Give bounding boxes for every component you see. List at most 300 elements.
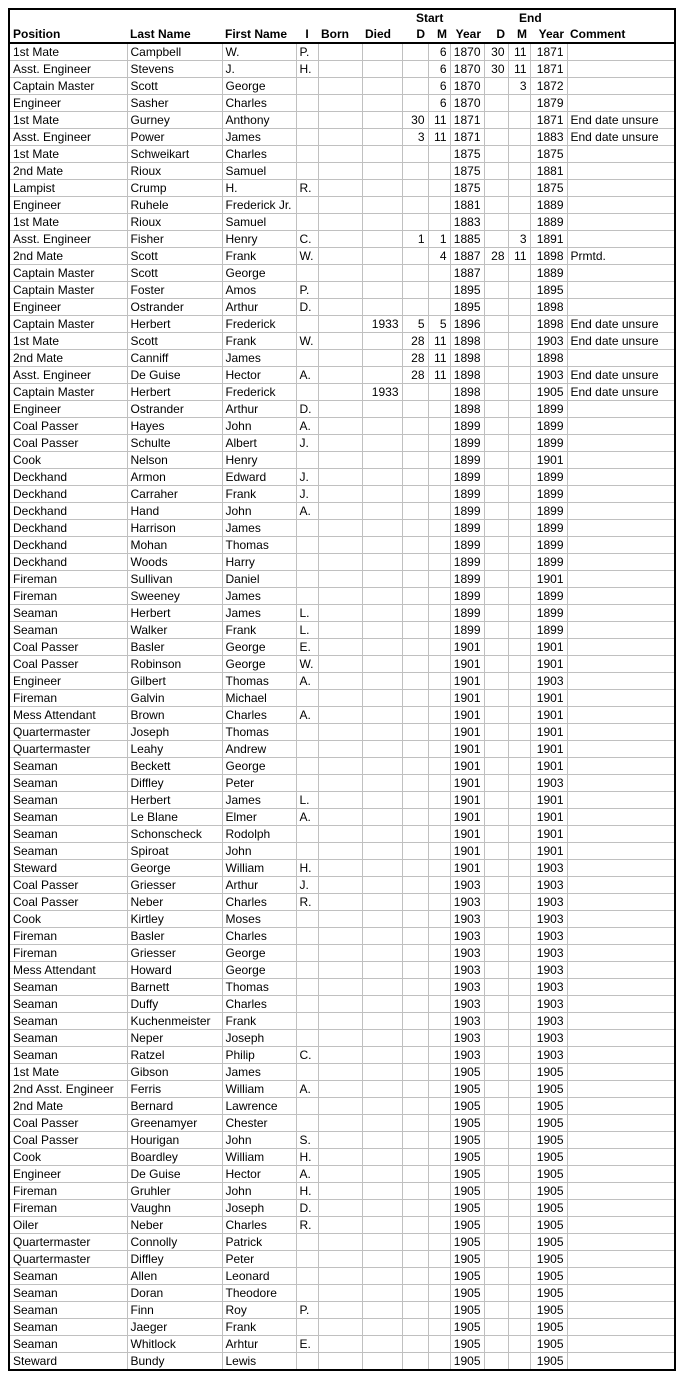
- table-cell: [484, 690, 508, 707]
- table-cell: [318, 928, 362, 945]
- table-cell: [318, 384, 362, 401]
- table-body: [9, 43, 675, 1370]
- table-cell: [484, 401, 508, 418]
- table-row: [9, 316, 675, 333]
- table-cell: 1899: [450, 605, 484, 622]
- column-header-end-year: Year: [530, 26, 567, 43]
- table-cell: [508, 1115, 530, 1132]
- table-cell: [428, 1319, 450, 1336]
- table-cell: [567, 979, 675, 996]
- table-row: [9, 146, 675, 163]
- table-cell: James: [222, 605, 296, 622]
- table-cell: [567, 1115, 675, 1132]
- table-cell: [567, 860, 675, 877]
- table-cell: [508, 622, 530, 639]
- table-cell: [567, 503, 675, 520]
- table-cell: [402, 690, 428, 707]
- table-cell: [362, 350, 402, 367]
- table-row: [9, 622, 675, 639]
- table-cell: [362, 1336, 402, 1353]
- table-cell: 1905: [530, 1081, 567, 1098]
- table-cell: [402, 61, 428, 78]
- table-cell: 1901: [450, 826, 484, 843]
- table-cell: 1898: [450, 350, 484, 367]
- table-cell: [296, 741, 318, 758]
- table-cell: [318, 962, 362, 979]
- table-row: [9, 180, 675, 197]
- table-cell: Arthur: [222, 299, 296, 316]
- table-cell: [428, 707, 450, 724]
- table-cell: [567, 826, 675, 843]
- table-cell: Frank: [222, 486, 296, 503]
- table-row: [9, 1285, 675, 1302]
- table-cell: 1901: [530, 452, 567, 469]
- table-cell: George: [222, 639, 296, 656]
- table-cell: [567, 843, 675, 860]
- table-cell: [567, 1166, 675, 1183]
- table-cell: 1903: [530, 673, 567, 690]
- table-cell: Coal Passer: [9, 1115, 127, 1132]
- table-cell: [402, 1302, 428, 1319]
- table-row: [9, 656, 675, 673]
- table-cell: 28: [402, 350, 428, 367]
- table-cell: [402, 656, 428, 673]
- table-row: [9, 384, 675, 401]
- table-cell: Frederick Jr.: [222, 197, 296, 214]
- table-cell: [402, 1285, 428, 1302]
- table-cell: [484, 231, 508, 248]
- table-cell: [567, 877, 675, 894]
- table-cell: [508, 299, 530, 316]
- table-cell: 1st Mate: [9, 333, 127, 350]
- table-cell: [296, 588, 318, 605]
- table-cell: [362, 418, 402, 435]
- table-cell: [428, 1234, 450, 1251]
- table-cell: [428, 877, 450, 894]
- group-header-start: Start: [416, 11, 444, 25]
- table-cell: [362, 707, 402, 724]
- table-cell: 1905: [530, 1336, 567, 1353]
- table-cell: [362, 554, 402, 571]
- table-cell: [318, 452, 362, 469]
- table-cell: [402, 1115, 428, 1132]
- table-cell: [318, 622, 362, 639]
- table-cell: [428, 860, 450, 877]
- table-cell: [318, 758, 362, 775]
- table-cell: P.: [296, 1302, 318, 1319]
- table-cell: [508, 775, 530, 792]
- table-cell: [567, 707, 675, 724]
- table-cell: 1901: [530, 656, 567, 673]
- table-cell: [296, 571, 318, 588]
- column-header-start-day: D: [402, 26, 428, 43]
- table-cell: Robinson: [127, 656, 222, 673]
- table-cell: 1899: [530, 605, 567, 622]
- table-cell: [567, 1302, 675, 1319]
- table-cell: [567, 452, 675, 469]
- table-row: [9, 758, 675, 775]
- column-header-first-name: First Name: [222, 26, 296, 43]
- table-cell: [428, 384, 450, 401]
- table-row: [9, 1336, 675, 1353]
- table-cell: [508, 1030, 530, 1047]
- table-cell: [484, 520, 508, 537]
- column-header-end-month: M: [508, 26, 530, 43]
- table-cell: [567, 163, 675, 180]
- table-cell: D.: [296, 1200, 318, 1217]
- table-cell: [318, 486, 362, 503]
- table-cell: [318, 1132, 362, 1149]
- table-cell: [484, 316, 508, 333]
- table-cell: 1871: [450, 112, 484, 129]
- table-cell: Leonard: [222, 1268, 296, 1285]
- table-cell: [362, 333, 402, 350]
- table-cell: Seaman: [9, 1336, 127, 1353]
- table-cell: [402, 299, 428, 316]
- table-cell: Herbert: [127, 384, 222, 401]
- table-cell: 1933: [362, 384, 402, 401]
- table-cell: [362, 401, 402, 418]
- table-cell: 1895: [450, 282, 484, 299]
- table-cell: 1898: [530, 316, 567, 333]
- table-cell: [428, 979, 450, 996]
- table-cell: [508, 1319, 530, 1336]
- table-cell: A.: [296, 367, 318, 384]
- table-cell: 5: [428, 316, 450, 333]
- table-cell: [484, 588, 508, 605]
- table-cell: Fireman: [9, 1183, 127, 1200]
- table-cell: Ruhele: [127, 197, 222, 214]
- table-cell: [362, 1285, 402, 1302]
- table-cell: Deckhand: [9, 520, 127, 537]
- table-cell: 1905: [530, 1251, 567, 1268]
- table-cell: [484, 1353, 508, 1371]
- table-cell: [318, 248, 362, 265]
- table-cell: Quartermaster: [9, 1251, 127, 1268]
- table-cell: Galvin: [127, 690, 222, 707]
- table-cell: John: [222, 1183, 296, 1200]
- table-cell: Herbert: [127, 792, 222, 809]
- column-header-born: Born: [318, 26, 362, 43]
- table-cell: A.: [296, 418, 318, 435]
- table-cell: 11: [508, 43, 530, 61]
- table-cell: [508, 673, 530, 690]
- table-cell: [567, 350, 675, 367]
- table-cell: Patrick: [222, 1234, 296, 1251]
- table-cell: [567, 1047, 675, 1064]
- table-row: [9, 588, 675, 605]
- table-cell: Hayes: [127, 418, 222, 435]
- table-cell: [402, 639, 428, 656]
- table-cell: [318, 554, 362, 571]
- column-header-start-year: Year: [450, 26, 484, 43]
- table-cell: [318, 724, 362, 741]
- table-cell: [318, 707, 362, 724]
- table-cell: 1899: [450, 418, 484, 435]
- table-cell: [508, 639, 530, 656]
- table-cell: Neper: [127, 1030, 222, 1047]
- table-cell: [296, 1013, 318, 1030]
- table-row: [9, 1047, 675, 1064]
- table-cell: [362, 1064, 402, 1081]
- table-cell: 1905: [530, 1183, 567, 1200]
- table-cell: Seaman: [9, 1285, 127, 1302]
- table-cell: [567, 401, 675, 418]
- table-cell: [484, 146, 508, 163]
- table-cell: [318, 860, 362, 877]
- table-cell: [508, 214, 530, 231]
- crew-roster-table: [8, 8, 676, 1371]
- table-cell: [508, 826, 530, 843]
- table-row: [9, 826, 675, 843]
- table-cell: [484, 724, 508, 741]
- table-cell: [318, 43, 362, 61]
- table-cell: 1875: [450, 146, 484, 163]
- table-cell: [362, 571, 402, 588]
- table-cell: [402, 1336, 428, 1353]
- table-cell: [428, 724, 450, 741]
- table-cell: [362, 265, 402, 282]
- table-cell: Armon: [127, 469, 222, 486]
- table-cell: Asst. Engineer: [9, 61, 127, 78]
- table-cell: [484, 418, 508, 435]
- table-cell: Ostrander: [127, 401, 222, 418]
- table-cell: 1870: [450, 43, 484, 61]
- table-cell: Diffley: [127, 775, 222, 792]
- table-cell: Ratzel: [127, 1047, 222, 1064]
- table-cell: 1898: [530, 248, 567, 265]
- table-cell: 1905: [450, 1098, 484, 1115]
- table-cell: [402, 1353, 428, 1371]
- table-cell: [484, 1285, 508, 1302]
- table-cell: [402, 945, 428, 962]
- table-cell: James: [222, 350, 296, 367]
- table-cell: Samuel: [222, 163, 296, 180]
- column-header-last-name: Last Name: [127, 26, 222, 43]
- table-cell: [428, 1302, 450, 1319]
- table-cell: Power: [127, 129, 222, 146]
- table-row: [9, 163, 675, 180]
- table-cell: [318, 1166, 362, 1183]
- table-cell: James: [222, 588, 296, 605]
- table-cell: L.: [296, 605, 318, 622]
- table-cell: [318, 197, 362, 214]
- table-row: [9, 350, 675, 367]
- table-cell: [484, 979, 508, 996]
- table-cell: [402, 469, 428, 486]
- table-cell: [296, 146, 318, 163]
- table-cell: 1905: [450, 1302, 484, 1319]
- table-cell: [567, 809, 675, 826]
- table-cell: [567, 146, 675, 163]
- table-cell: [484, 945, 508, 962]
- table-cell: J.: [296, 486, 318, 503]
- table-row: [9, 299, 675, 316]
- table-cell: George: [222, 945, 296, 962]
- table-cell: [318, 1302, 362, 1319]
- table-cell: 6: [428, 43, 450, 61]
- table-cell: [428, 843, 450, 860]
- table-cell: 11: [508, 61, 530, 78]
- table-cell: 1901: [450, 639, 484, 656]
- group-header-spacer: [9, 9, 127, 26]
- table-cell: Steward: [9, 860, 127, 877]
- table-cell: [508, 588, 530, 605]
- table-row: [9, 537, 675, 554]
- table-cell: Amos: [222, 282, 296, 299]
- table-cell: 1901: [530, 843, 567, 860]
- table-cell: [402, 384, 428, 401]
- table-row: [9, 809, 675, 826]
- table-cell: 3: [508, 78, 530, 95]
- table-cell: [428, 1047, 450, 1064]
- table-cell: [362, 809, 402, 826]
- table-cell: 1898: [530, 299, 567, 316]
- table-row: [9, 418, 675, 435]
- table-cell: [318, 979, 362, 996]
- table-cell: [428, 758, 450, 775]
- table-cell: [567, 928, 675, 945]
- group-header-spacer: [567, 9, 675, 26]
- table-cell: [508, 1353, 530, 1371]
- table-cell: [484, 673, 508, 690]
- table-cell: 1903: [530, 860, 567, 877]
- table-cell: [484, 265, 508, 282]
- table-cell: 1903: [530, 945, 567, 962]
- table-cell: [508, 877, 530, 894]
- table-cell: [362, 95, 402, 112]
- table-cell: [567, 639, 675, 656]
- table-cell: [402, 758, 428, 775]
- table-cell: [428, 962, 450, 979]
- table-cell: [567, 299, 675, 316]
- table-cell: [402, 265, 428, 282]
- table-cell: [362, 741, 402, 758]
- table-row: [9, 231, 675, 248]
- table-cell: [318, 996, 362, 1013]
- table-cell: [484, 622, 508, 639]
- table-cell: 28: [484, 248, 508, 265]
- table-cell: 4: [428, 248, 450, 265]
- table-cell: [508, 265, 530, 282]
- table-cell: [428, 418, 450, 435]
- table-cell: [508, 1268, 530, 1285]
- table-cell: [428, 435, 450, 452]
- table-row: [9, 78, 675, 95]
- table-cell: [567, 95, 675, 112]
- table-cell: Coal Passer: [9, 894, 127, 911]
- table-cell: 1905: [530, 1234, 567, 1251]
- table-cell: Seaman: [9, 605, 127, 622]
- group-header-spacer: [362, 9, 402, 26]
- table-cell: [402, 622, 428, 639]
- group-header-end: End: [519, 11, 542, 25]
- table-cell: George: [222, 962, 296, 979]
- table-cell: 1899: [450, 622, 484, 639]
- table-cell: [508, 1200, 530, 1217]
- table-cell: [508, 367, 530, 384]
- table-row: [9, 1353, 675, 1371]
- table-cell: 1905: [530, 1132, 567, 1149]
- table-cell: [318, 180, 362, 197]
- table-cell: [318, 690, 362, 707]
- table-cell: 1899: [530, 435, 567, 452]
- table-cell: [567, 656, 675, 673]
- table-cell: Stevens: [127, 61, 222, 78]
- table-cell: [362, 1132, 402, 1149]
- table-cell: Hector: [222, 1166, 296, 1183]
- table-cell: 1901: [450, 809, 484, 826]
- table-cell: [567, 1132, 675, 1149]
- table-cell: 1887: [450, 248, 484, 265]
- table-cell: 1901: [530, 639, 567, 656]
- table-cell: [362, 231, 402, 248]
- table-cell: 1870: [450, 61, 484, 78]
- table-cell: 1903: [530, 333, 567, 350]
- table-cell: H.: [296, 61, 318, 78]
- table-cell: [362, 894, 402, 911]
- table-cell: [484, 299, 508, 316]
- table-cell: 1905: [450, 1132, 484, 1149]
- table-cell: John: [222, 1132, 296, 1149]
- table-cell: A.: [296, 707, 318, 724]
- table-cell: [508, 503, 530, 520]
- table-cell: [402, 435, 428, 452]
- table-cell: [508, 1234, 530, 1251]
- table-cell: [428, 146, 450, 163]
- table-cell: Captain Master: [9, 384, 127, 401]
- table-cell: [428, 1285, 450, 1302]
- table-cell: [428, 1064, 450, 1081]
- table-cell: [508, 384, 530, 401]
- table-cell: Engineer: [9, 299, 127, 316]
- table-cell: [508, 1047, 530, 1064]
- table-cell: [318, 1013, 362, 1030]
- table-cell: [318, 282, 362, 299]
- table-cell: [318, 350, 362, 367]
- table-cell: Bundy: [127, 1353, 222, 1371]
- table-cell: 11: [428, 350, 450, 367]
- table-cell: Charles: [222, 95, 296, 112]
- table-cell: A.: [296, 673, 318, 690]
- table-cell: [402, 1319, 428, 1336]
- table-cell: 1905: [530, 1353, 567, 1371]
- table-cell: [567, 1183, 675, 1200]
- table-cell: [484, 1047, 508, 1064]
- table-cell: 6: [428, 95, 450, 112]
- table-row: [9, 43, 675, 61]
- table-row: [9, 792, 675, 809]
- table-cell: 1st Mate: [9, 43, 127, 61]
- table-cell: 1905: [530, 1064, 567, 1081]
- table-cell: 1899: [530, 401, 567, 418]
- table-cell: [362, 826, 402, 843]
- table-cell: [484, 1251, 508, 1268]
- table-cell: Cook: [9, 911, 127, 928]
- table-cell: [508, 1098, 530, 1115]
- table-cell: Lawrence: [222, 1098, 296, 1115]
- table-cell: 1903: [530, 775, 567, 792]
- table-row: [9, 520, 675, 537]
- table-cell: [484, 1200, 508, 1217]
- table-cell: 30: [402, 112, 428, 129]
- table-cell: Seaman: [9, 809, 127, 826]
- table-cell: 1933: [362, 316, 402, 333]
- table-cell: [508, 690, 530, 707]
- table-cell: [508, 1183, 530, 1200]
- table-cell: [567, 520, 675, 537]
- table-cell: Doran: [127, 1285, 222, 1302]
